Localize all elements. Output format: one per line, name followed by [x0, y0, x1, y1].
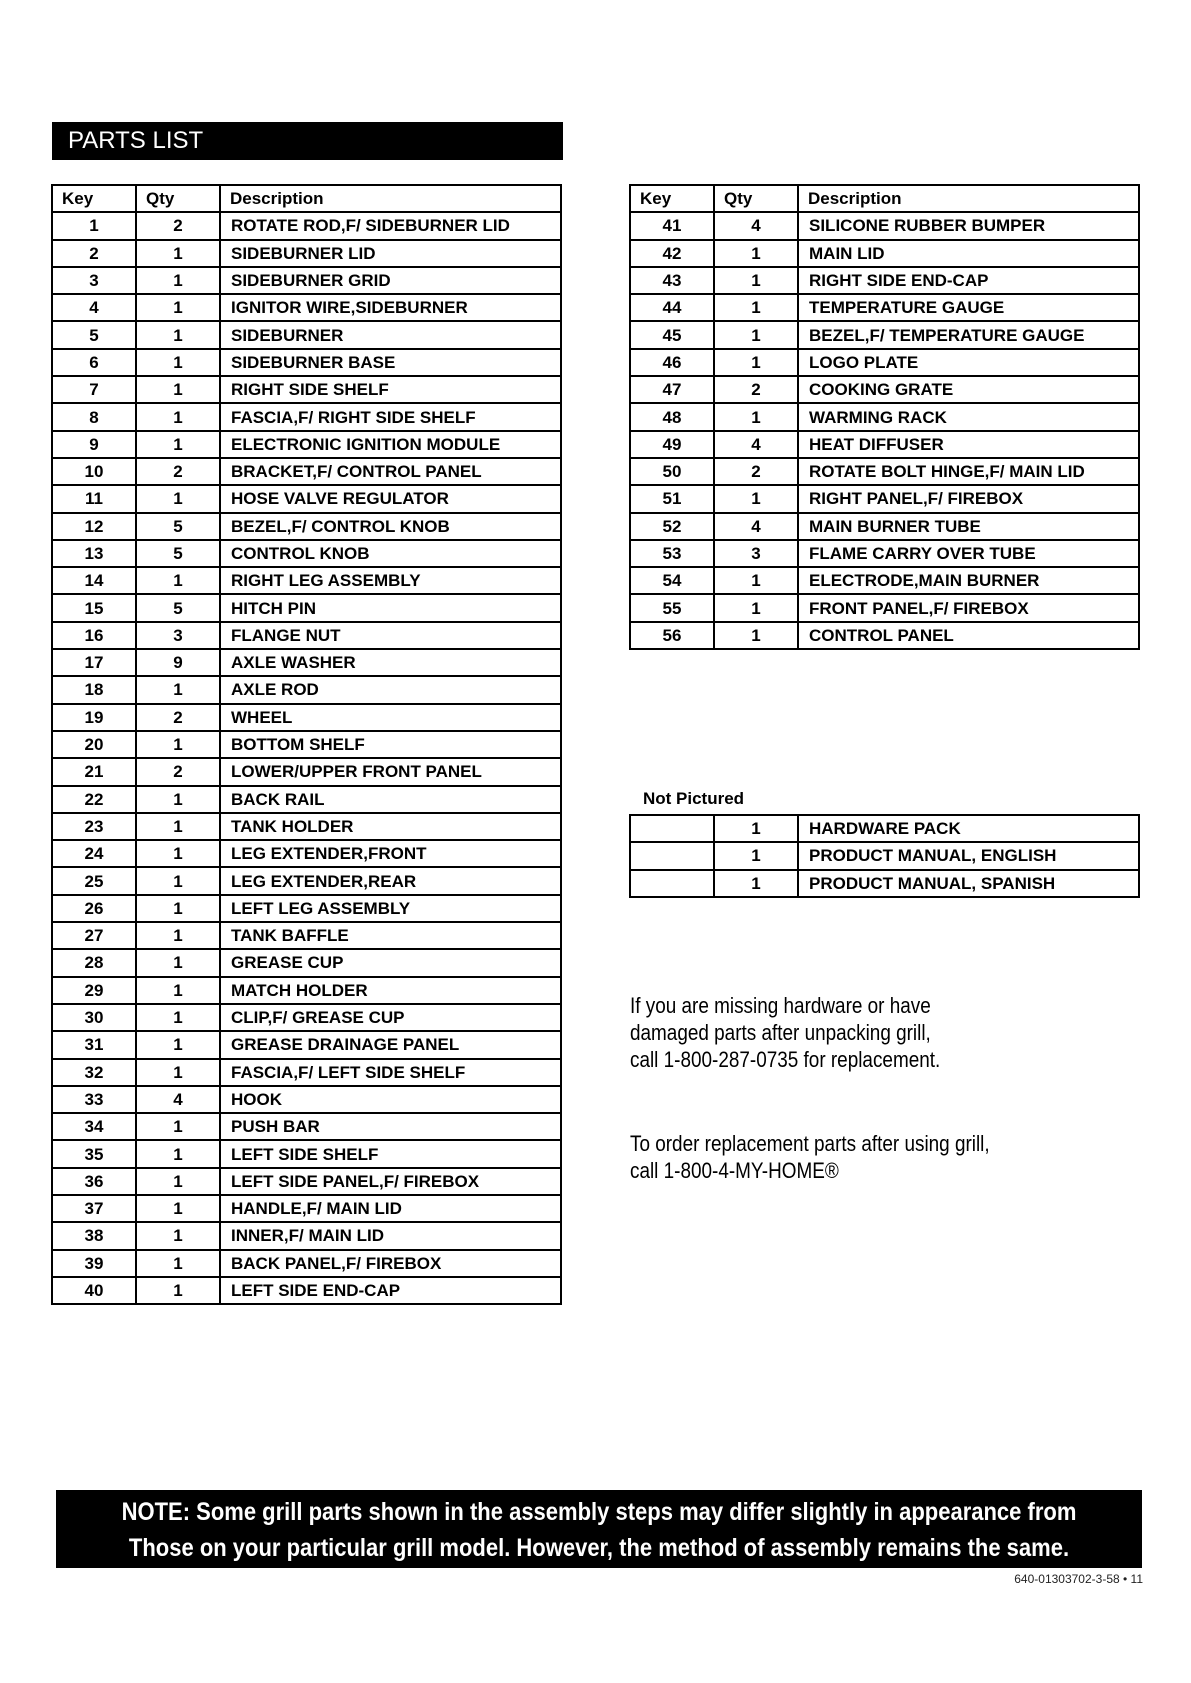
part-description: ROTATE BOLT HINGE,F/ MAIN LID: [798, 458, 1139, 485]
part-qty: 1: [714, 267, 798, 294]
page-title: PARTS LIST: [52, 122, 563, 160]
part-description: TANK HOLDER: [220, 813, 561, 840]
part-description: IGNITOR WIRE,SIDEBURNER: [220, 294, 561, 321]
part-qty: 1: [136, 840, 220, 867]
order-parts-info: [630, 1130, 1112, 1184]
table-row: [52, 485, 561, 512]
table-row: [52, 649, 561, 676]
part-qty: 2: [714, 458, 798, 485]
part-qty: 1: [136, 1031, 220, 1058]
part-qty: 1: [714, 321, 798, 348]
part-qty: 1: [136, 731, 220, 758]
part-description: RIGHT LEG ASSEMBLY: [220, 567, 561, 594]
table-row: [52, 1195, 561, 1222]
part-qty: 1: [136, 485, 220, 512]
part-qty: 1: [714, 403, 798, 430]
part-key: 42: [630, 240, 714, 267]
part-qty: 3: [136, 622, 220, 649]
note-line: NOTE: Some grill parts shown in the assembly steps may differ slightly in appearance from: [121, 1498, 1077, 1526]
part-description: HANDLE,F/ MAIN LID: [220, 1195, 561, 1222]
part-key: [630, 870, 714, 897]
part-key: 26: [52, 895, 136, 922]
part-qty: 1: [136, 1004, 220, 1031]
part-qty: 2: [136, 212, 220, 239]
part-qty: 1: [136, 1168, 220, 1195]
part-qty: 2: [136, 458, 220, 485]
part-description: INNER,F/ MAIN LID: [220, 1222, 561, 1249]
part-description: ELECTRODE,MAIN BURNER: [798, 567, 1139, 594]
qty-header: Qty: [136, 185, 220, 212]
part-qty: 1: [714, 594, 798, 621]
part-description: TANK BAFFLE: [220, 922, 561, 949]
table-row: [52, 349, 561, 376]
table-row: [630, 349, 1139, 376]
table-row: [52, 758, 561, 785]
table-row: [52, 840, 561, 867]
part-description: GREASE CUP: [220, 949, 561, 976]
table-header-row: [630, 185, 1139, 212]
part-key: 33: [52, 1086, 136, 1113]
table-row: [630, 622, 1139, 649]
part-key: 48: [630, 403, 714, 430]
part-key: 25: [52, 867, 136, 894]
part-description: LOWER/UPPER FRONT PANEL: [220, 758, 561, 785]
part-description: HEAT DIFFUSER: [798, 431, 1139, 458]
part-description: SIDEBURNER LID: [220, 240, 561, 267]
part-key: 36: [52, 1168, 136, 1195]
table-row: [52, 867, 561, 894]
table-row: [52, 813, 561, 840]
part-qty: 1: [136, 867, 220, 894]
table-row: [630, 513, 1139, 540]
part-qty: 1: [136, 349, 220, 376]
part-key: 19: [52, 704, 136, 731]
assembly-note-banner: [56, 1490, 1142, 1568]
part-key: 43: [630, 267, 714, 294]
part-key: 14: [52, 567, 136, 594]
part-key: 13: [52, 540, 136, 567]
part-key: [630, 815, 714, 842]
part-qty: 1: [714, 567, 798, 594]
table-row: [52, 403, 561, 430]
part-qty: 1: [136, 1059, 220, 1086]
table-row: [52, 895, 561, 922]
table-row: [52, 294, 561, 321]
note-line: Those on your particular grill model. However, the method of assembly remains the same.: [128, 1534, 1070, 1562]
part-qty: 1: [136, 1222, 220, 1249]
table-row: [630, 294, 1139, 321]
part-description: LEFT SIDE SHELF: [220, 1140, 561, 1167]
part-key: 5: [52, 321, 136, 348]
part-description: LEFT SIDE PANEL,F/ FIREBOX: [220, 1168, 561, 1195]
part-description: CONTROL KNOB: [220, 540, 561, 567]
part-description: TEMPERATURE GAUGE: [798, 294, 1139, 321]
part-qty: 1: [136, 1140, 220, 1167]
part-description: BACK PANEL,F/ FIREBOX: [220, 1250, 561, 1277]
part-description: LEFT SIDE END-CAP: [220, 1277, 561, 1304]
part-key: 4: [52, 294, 136, 321]
part-key: 46: [630, 349, 714, 376]
part-description: CLIP,F/ GREASE CUP: [220, 1004, 561, 1031]
part-description: PRODUCT MANUAL, ENGLISH: [798, 842, 1139, 869]
part-qty: 5: [136, 540, 220, 567]
part-qty: 3: [714, 540, 798, 567]
part-description: HITCH PIN: [220, 594, 561, 621]
part-key: 50: [630, 458, 714, 485]
part-key: 40: [52, 1277, 136, 1304]
part-key: 27: [52, 922, 136, 949]
not-pictured-table: [629, 814, 1140, 898]
part-qty: 1: [136, 813, 220, 840]
table-row: [52, 567, 561, 594]
page-footer: 640-01303702-3-58 • 11: [1014, 1572, 1143, 1586]
part-description: BRACKET,F/ CONTROL PANEL: [220, 458, 561, 485]
part-description: PRODUCT MANUAL, SPANISH: [798, 870, 1139, 897]
description-header: Description: [798, 185, 1139, 212]
part-qty: 1: [136, 567, 220, 594]
table-row: [630, 594, 1139, 621]
table-row: [52, 1086, 561, 1113]
table-row: [52, 540, 561, 567]
part-qty: 4: [714, 212, 798, 239]
part-qty: 4: [136, 1086, 220, 1113]
table-row: [52, 594, 561, 621]
table-row: [52, 1222, 561, 1249]
part-qty: 1: [714, 294, 798, 321]
part-qty: 1: [136, 676, 220, 703]
table-row: [52, 212, 561, 239]
info-line: damaged parts after unpacking grill,: [630, 1020, 931, 1045]
part-qty: 1: [136, 895, 220, 922]
not-pictured-label: Not Pictured: [643, 789, 745, 808]
part-description: FRONT PANEL,F/ FIREBOX: [798, 594, 1139, 621]
part-key: 18: [52, 676, 136, 703]
table-row: [52, 1250, 561, 1277]
part-key: 12: [52, 513, 136, 540]
part-description: PUSH BAR: [220, 1113, 561, 1140]
part-qty: 1: [714, 622, 798, 649]
part-key: 20: [52, 731, 136, 758]
part-description: BACK RAIL: [220, 786, 561, 813]
table-row: [52, 949, 561, 976]
part-key: 23: [52, 813, 136, 840]
part-key: 22: [52, 786, 136, 813]
part-key: 8: [52, 403, 136, 430]
part-key: 28: [52, 949, 136, 976]
table-row: [52, 376, 561, 403]
key-header: Key: [52, 185, 136, 212]
part-key: 38: [52, 1222, 136, 1249]
part-key: 30: [52, 1004, 136, 1031]
part-description: ELECTRONIC IGNITION MODULE: [220, 431, 561, 458]
table-row: [52, 431, 561, 458]
table-row: [52, 240, 561, 267]
table-header-row: [52, 185, 561, 212]
part-description: BEZEL,F/ CONTROL KNOB: [220, 513, 561, 540]
table-row: [52, 922, 561, 949]
part-description: SIDEBURNER BASE: [220, 349, 561, 376]
part-qty: 5: [136, 594, 220, 621]
part-key: 7: [52, 376, 136, 403]
part-qty: 1: [136, 240, 220, 267]
table-row: [52, 704, 561, 731]
part-description: WHEEL: [220, 704, 561, 731]
part-qty: 1: [136, 1277, 220, 1304]
part-qty: 1: [714, 842, 798, 869]
part-qty: 1: [714, 870, 798, 897]
part-description: LEG EXTENDER,REAR: [220, 867, 561, 894]
part-key: 10: [52, 458, 136, 485]
part-description: LOGO PLATE: [798, 349, 1139, 376]
part-description: MAIN BURNER TUBE: [798, 513, 1139, 540]
part-key: 1: [52, 212, 136, 239]
part-qty: 1: [136, 1250, 220, 1277]
part-key: 37: [52, 1195, 136, 1222]
part-description: SIDEBURNER: [220, 321, 561, 348]
part-description: BEZEL,F/ TEMPERATURE GAUGE: [798, 321, 1139, 348]
part-description: FASCIA,F/ LEFT SIDE SHELF: [220, 1059, 561, 1086]
part-description: SIDEBURNER GRID: [220, 267, 561, 294]
table-row: [630, 267, 1139, 294]
part-key: 21: [52, 758, 136, 785]
info-line: If you are missing hardware or have: [630, 993, 931, 1018]
part-qty: 1: [714, 485, 798, 512]
part-key: [630, 842, 714, 869]
part-key: 9: [52, 431, 136, 458]
table-row: [630, 815, 1139, 842]
table-row: [630, 212, 1139, 239]
part-qty: 1: [714, 240, 798, 267]
table-row: [630, 240, 1139, 267]
part-description: MATCH HOLDER: [220, 977, 561, 1004]
table-row: [630, 431, 1139, 458]
table-row: [52, 1168, 561, 1195]
part-qty: 4: [714, 431, 798, 458]
part-qty: 1: [714, 815, 798, 842]
part-description: HARDWARE PACK: [798, 815, 1139, 842]
part-qty: 9: [136, 649, 220, 676]
part-key: 3: [52, 267, 136, 294]
part-description: LEG EXTENDER,FRONT: [220, 840, 561, 867]
part-qty: 1: [136, 977, 220, 1004]
part-description: MAIN LID: [798, 240, 1139, 267]
part-qty: 1: [136, 1195, 220, 1222]
part-description: RIGHT SIDE SHELF: [220, 376, 561, 403]
missing-parts-info: [630, 992, 1112, 1073]
part-key: 29: [52, 977, 136, 1004]
part-description: COOKING GRATE: [798, 376, 1139, 403]
part-description: FLANGE NUT: [220, 622, 561, 649]
info-line: To order replacement parts after using grill,: [630, 1131, 990, 1156]
table-row: [630, 567, 1139, 594]
part-qty: 1: [136, 786, 220, 813]
part-key: 44: [630, 294, 714, 321]
part-key: 16: [52, 622, 136, 649]
part-key: 45: [630, 321, 714, 348]
part-qty: 1: [136, 922, 220, 949]
table-row: [52, 1277, 561, 1304]
info-line: call 1-800-287-0735 for replacement.: [630, 1047, 941, 1072]
part-key: 55: [630, 594, 714, 621]
part-qty: 1: [136, 431, 220, 458]
part-key: 2: [52, 240, 136, 267]
part-key: 49: [630, 431, 714, 458]
table-row: [52, 1140, 561, 1167]
table-row: [52, 321, 561, 348]
part-qty: 1: [136, 267, 220, 294]
table-row: [52, 731, 561, 758]
table-row: [52, 977, 561, 1004]
table-row: [52, 1059, 561, 1086]
part-description: ROTATE ROD,F/ SIDEBURNER LID: [220, 212, 561, 239]
part-key: 35: [52, 1140, 136, 1167]
part-description: HOSE VALVE REGULATOR: [220, 485, 561, 512]
table-row: [52, 458, 561, 485]
table-row: [630, 376, 1139, 403]
part-description: AXLE ROD: [220, 676, 561, 703]
part-key: 47: [630, 376, 714, 403]
parts-table-right: [629, 184, 1140, 650]
part-qty: 1: [136, 376, 220, 403]
table-row: [52, 676, 561, 703]
part-description: RIGHT PANEL,F/ FIREBOX: [798, 485, 1139, 512]
part-qty: 1: [136, 321, 220, 348]
table-row: [630, 842, 1139, 869]
description-header: Description: [220, 185, 561, 212]
part-key: 56: [630, 622, 714, 649]
part-qty: 2: [714, 376, 798, 403]
part-qty: 5: [136, 513, 220, 540]
part-key: 17: [52, 649, 136, 676]
part-qty: 1: [136, 403, 220, 430]
table-row: [52, 1113, 561, 1140]
part-qty: 1: [136, 294, 220, 321]
part-key: 11: [52, 485, 136, 512]
key-header: Key: [630, 185, 714, 212]
part-key: 52: [630, 513, 714, 540]
parts-table-left: [51, 184, 562, 1305]
table-row: [630, 540, 1139, 567]
part-description: RIGHT SIDE END-CAP: [798, 267, 1139, 294]
table-row: [630, 870, 1139, 897]
part-key: 54: [630, 567, 714, 594]
table-row: [52, 786, 561, 813]
part-key: 34: [52, 1113, 136, 1140]
part-key: 51: [630, 485, 714, 512]
info-line: call 1-800-4-MY-HOME®: [630, 1158, 839, 1183]
part-qty: 1: [714, 349, 798, 376]
part-key: 24: [52, 840, 136, 867]
part-qty: 4: [714, 513, 798, 540]
part-description: SILICONE RUBBER BUMPER: [798, 212, 1139, 239]
part-description: CONTROL PANEL: [798, 622, 1139, 649]
table-row: [630, 458, 1139, 485]
part-description: HOOK: [220, 1086, 561, 1113]
part-qty: 2: [136, 704, 220, 731]
part-key: 53: [630, 540, 714, 567]
table-row: [630, 485, 1139, 512]
part-description: GREASE DRAINAGE PANEL: [220, 1031, 561, 1058]
part-key: 41: [630, 212, 714, 239]
table-row: [52, 1031, 561, 1058]
qty-header: Qty: [714, 185, 798, 212]
part-qty: 1: [136, 949, 220, 976]
table-row: [52, 267, 561, 294]
part-qty: 1: [136, 1113, 220, 1140]
part-description: FASCIA,F/ RIGHT SIDE SHELF: [220, 403, 561, 430]
table-row: [52, 622, 561, 649]
part-key: 31: [52, 1031, 136, 1058]
part-description: BOTTOM SHELF: [220, 731, 561, 758]
table-row: [630, 403, 1139, 430]
part-key: 15: [52, 594, 136, 621]
part-description: WARMING RACK: [798, 403, 1139, 430]
table-row: [630, 321, 1139, 348]
part-description: FLAME CARRY OVER TUBE: [798, 540, 1139, 567]
part-description: AXLE WASHER: [220, 649, 561, 676]
table-row: [52, 1004, 561, 1031]
part-key: 39: [52, 1250, 136, 1277]
part-key: 32: [52, 1059, 136, 1086]
part-qty: 2: [136, 758, 220, 785]
part-description: LEFT LEG ASSEMBLY: [220, 895, 561, 922]
table-row: [52, 513, 561, 540]
part-key: 6: [52, 349, 136, 376]
